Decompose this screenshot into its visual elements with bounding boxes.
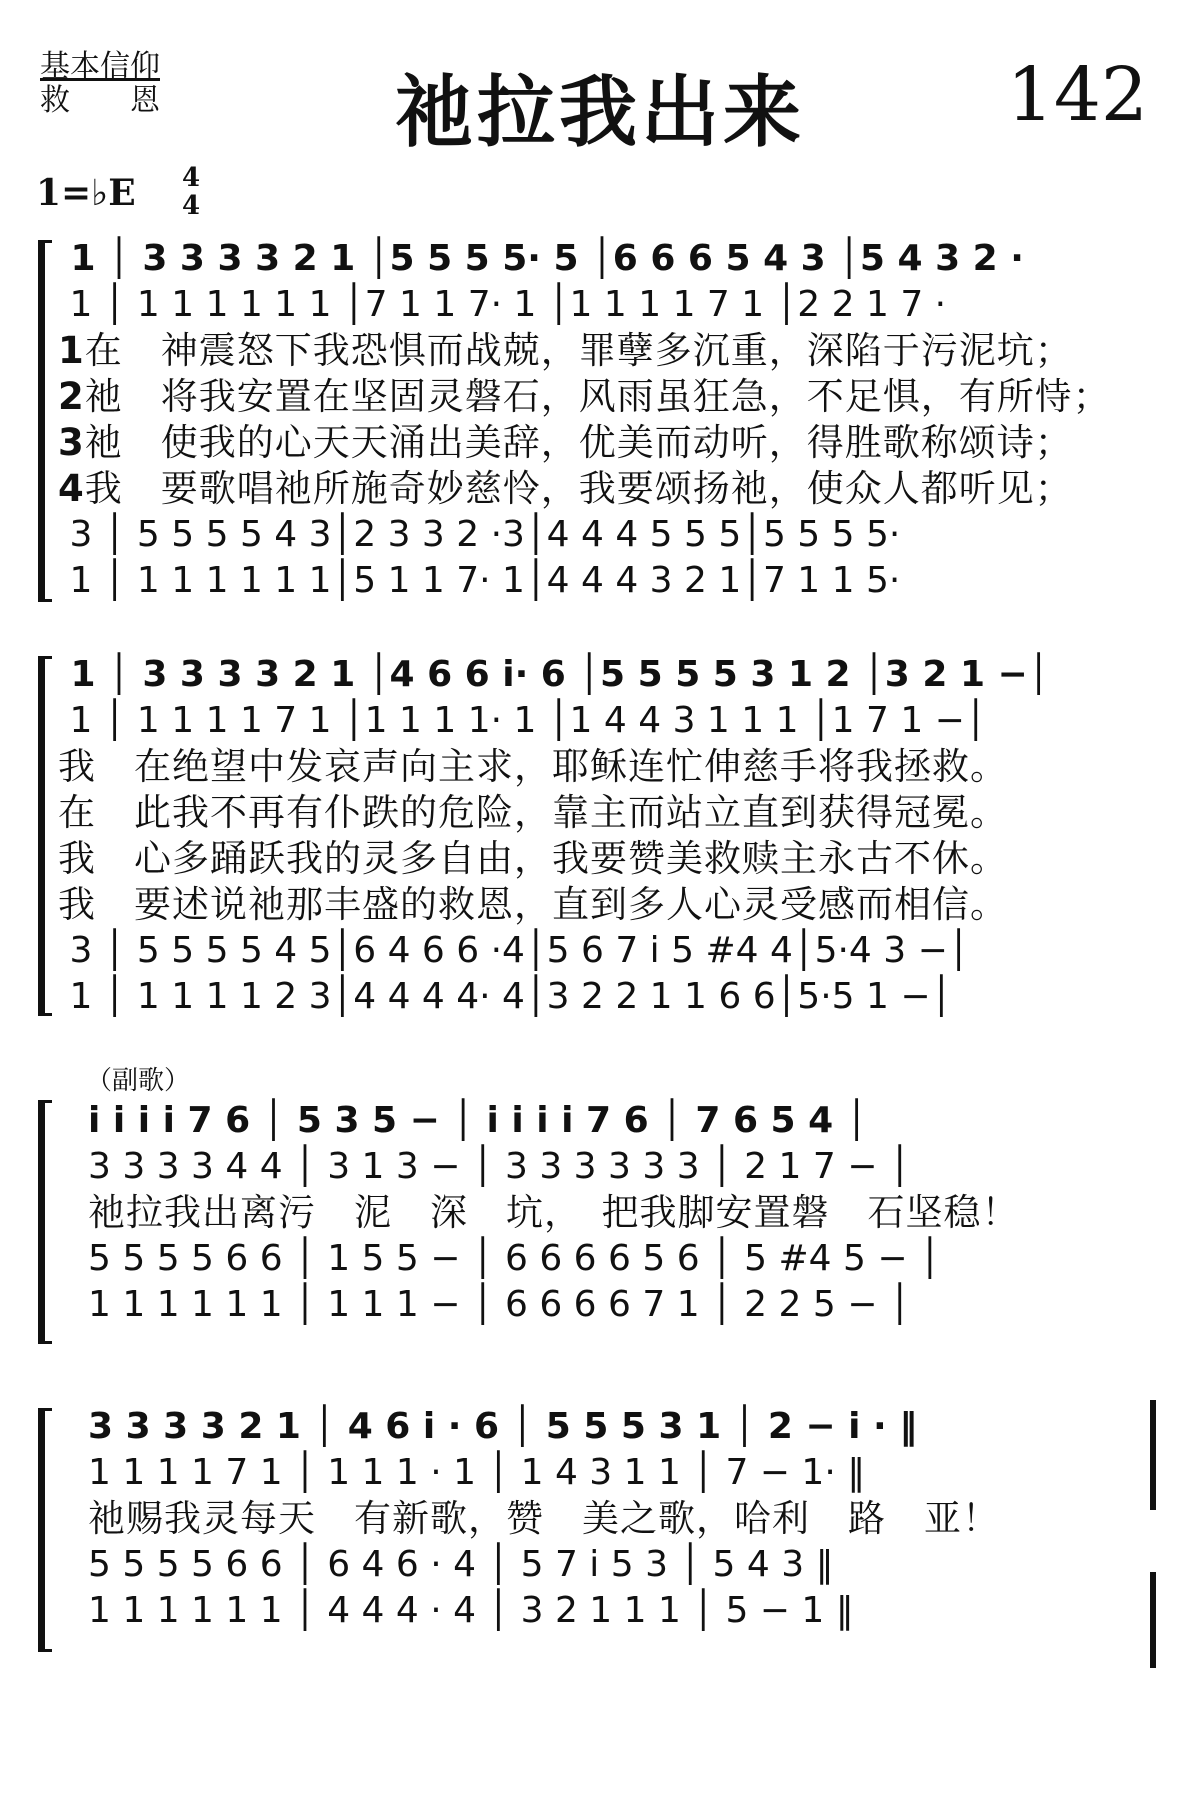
- time-signature-bottom: 4: [182, 191, 201, 221]
- lyric-text: 在 神震怒下我恐惧而战兢，罪孽多沉重，深陷于污泥坑；: [84, 329, 1073, 372]
- system-bracket: [38, 1100, 49, 1344]
- lyric-row: [88, 1190, 1168, 1236]
- lyric-row: [58, 466, 1158, 512]
- part-row: 1 1 1 1 1 1 │ 4 4 4 · 4 │ 3 2 1 1 1 │ 5 − 1 ‖: [88, 1590, 854, 1631]
- part-row: 5 5 5 5 6 6 │ 6 4 6 · 4 │ 5 7 i 5 3 │ 5 4 3 ‖: [88, 1544, 834, 1585]
- part-row: 1 1 1 1 7 1 │ 1 1 1 · 1 │ 1 4 3 1 1 │ 7 − 1· ‖: [88, 1452, 866, 1493]
- lyric-row: [58, 790, 1158, 836]
- verse-number: 3: [58, 421, 85, 464]
- lyric-row: [58, 836, 1158, 882]
- lyric-row: [88, 1496, 1168, 1542]
- category-sub: 救 恩: [40, 83, 160, 118]
- lyric-row: [58, 744, 1158, 790]
- lyric-text: 我 要述说祂那丰盛的救恩，直到多人心灵受感而相信。: [58, 883, 1008, 926]
- verse-number: 2: [58, 375, 85, 418]
- part-row: 1 1 1 1 1 1 │ 1 1 1 − │ 6 6 6 6 7 1 │ 2 2 5 − │: [88, 1284, 911, 1325]
- lyric-text: 祂赐我灵每天 有新歌，赞 美之歌，哈利 路 亚！: [88, 1497, 1000, 1540]
- system-3: [88, 1098, 1168, 1328]
- part-row: 3 │ 5 5 5 5 4 3│2 3 3 2 ·3│4 4 4 5 5 5│5 5 5 5·: [58, 514, 901, 555]
- hymn-title: 祂拉我出来: [394, 68, 805, 158]
- lyric-text: 在 此我不再有仆跌的危险，靠主而站立直到获得冠冕。: [58, 791, 1008, 834]
- system-4: [88, 1404, 1168, 1634]
- hymn-number: 142: [1006, 52, 1148, 138]
- part-row: 3 3 3 3 4 4 │ 3 1 3 − │ 3 3 3 3 3 3 │ 2 1 7 − │: [88, 1146, 911, 1187]
- system-bracket: [38, 656, 49, 1016]
- system-bracket: [38, 1408, 49, 1652]
- lyric-row: [58, 420, 1158, 466]
- part-row: 1 │ 1 1 1 1 1 1 │7 1 1 7· 1 │1 1 1 1 7 1 │2 2 1 7 ·: [58, 284, 947, 325]
- lyric-text: 我 要歌唱祂所施奇妙慈怜，我要颂扬祂，使众人都听见；: [84, 467, 1073, 510]
- final-barline: [1150, 1400, 1156, 1510]
- verse-number: 1: [58, 329, 85, 372]
- melody-row: 1 │ 3 3 3 3 2 1 │5 5 5 5· 5 │6 6 6 5 4 3 │5 4 3 2 ·: [58, 238, 1024, 279]
- lyric-row: [58, 882, 1158, 928]
- lyric-row: [58, 328, 1158, 374]
- part-row: 3 │ 5 5 5 5 4 5│6 4 6 6 ·4│5 6 7 i 5 #4 4│5·4 3 −│: [58, 930, 970, 971]
- melody-row: 1 │ 3 3 3 3 2 1 │4 6 6 i· 6 │5 5 5 5 3 1 2 │3 2 1 −│: [58, 654, 1050, 695]
- part-row: 1 │ 1 1 1 1 7 1 │1 1 1 1· 1 │1 4 4 3 1 1 1 │1 7 1 −│: [58, 700, 987, 741]
- system-2: [58, 652, 1158, 1020]
- lyric-text: 祂 使我的心天天涌出美辞，优美而动听，得胜歌称颂诗；: [84, 421, 1073, 464]
- lyric-text: 祂拉我出离污 泥 深 坑， 把我脚安置磐 石坚稳！: [88, 1191, 1020, 1234]
- time-signature: [182, 164, 200, 220]
- part-row: 1 │ 1 1 1 1 2 3│4 4 4 4· 4│3 2 2 1 1 6 6│5·5 1 −│: [58, 976, 953, 1017]
- part-row: 5 5 5 5 6 6 │ 1 5 5 − │ 6 6 6 6 5 6 │ 5 #4 5 − │: [88, 1238, 941, 1279]
- verse-number: 4: [58, 467, 85, 510]
- time-signature-top: 4: [182, 163, 201, 193]
- lyric-row: [58, 374, 1158, 420]
- final-barline: [1150, 1572, 1156, 1668]
- melody-row: i i i i 7 6 │ 5 3 5 − │ i i i i 7 6 │ 7 6 5 4 │: [88, 1100, 868, 1141]
- lyric-text: 祂 将我安置在坚固灵磐石，风雨虽狂急，不足惧，有所恃；: [84, 375, 1111, 418]
- category-main: 基本信仰: [40, 49, 160, 84]
- system-1: [58, 236, 1158, 604]
- lyric-text: 我 心多踊跃我的灵多自由，我要赞美救赎主永古不休。: [58, 837, 1008, 880]
- system-bracket: [38, 240, 49, 602]
- chorus-label: （副歌）: [86, 1066, 191, 1096]
- key-signature: 1=♭E: [36, 172, 136, 214]
- lyric-text: 我 在绝望中发哀声向主求，耶稣连忙伸慈手将我拯救。: [58, 745, 1008, 788]
- part-row: 1 │ 1 1 1 1 1 1│5 1 1 7· 1│4 4 4 3 2 1│7 1 1 5·: [58, 560, 901, 601]
- melody-row: 3 3 3 3 2 1 │ 4 6 i · 6 │ 5 5 5 3 1 │ 2 − i · ‖: [88, 1406, 918, 1447]
